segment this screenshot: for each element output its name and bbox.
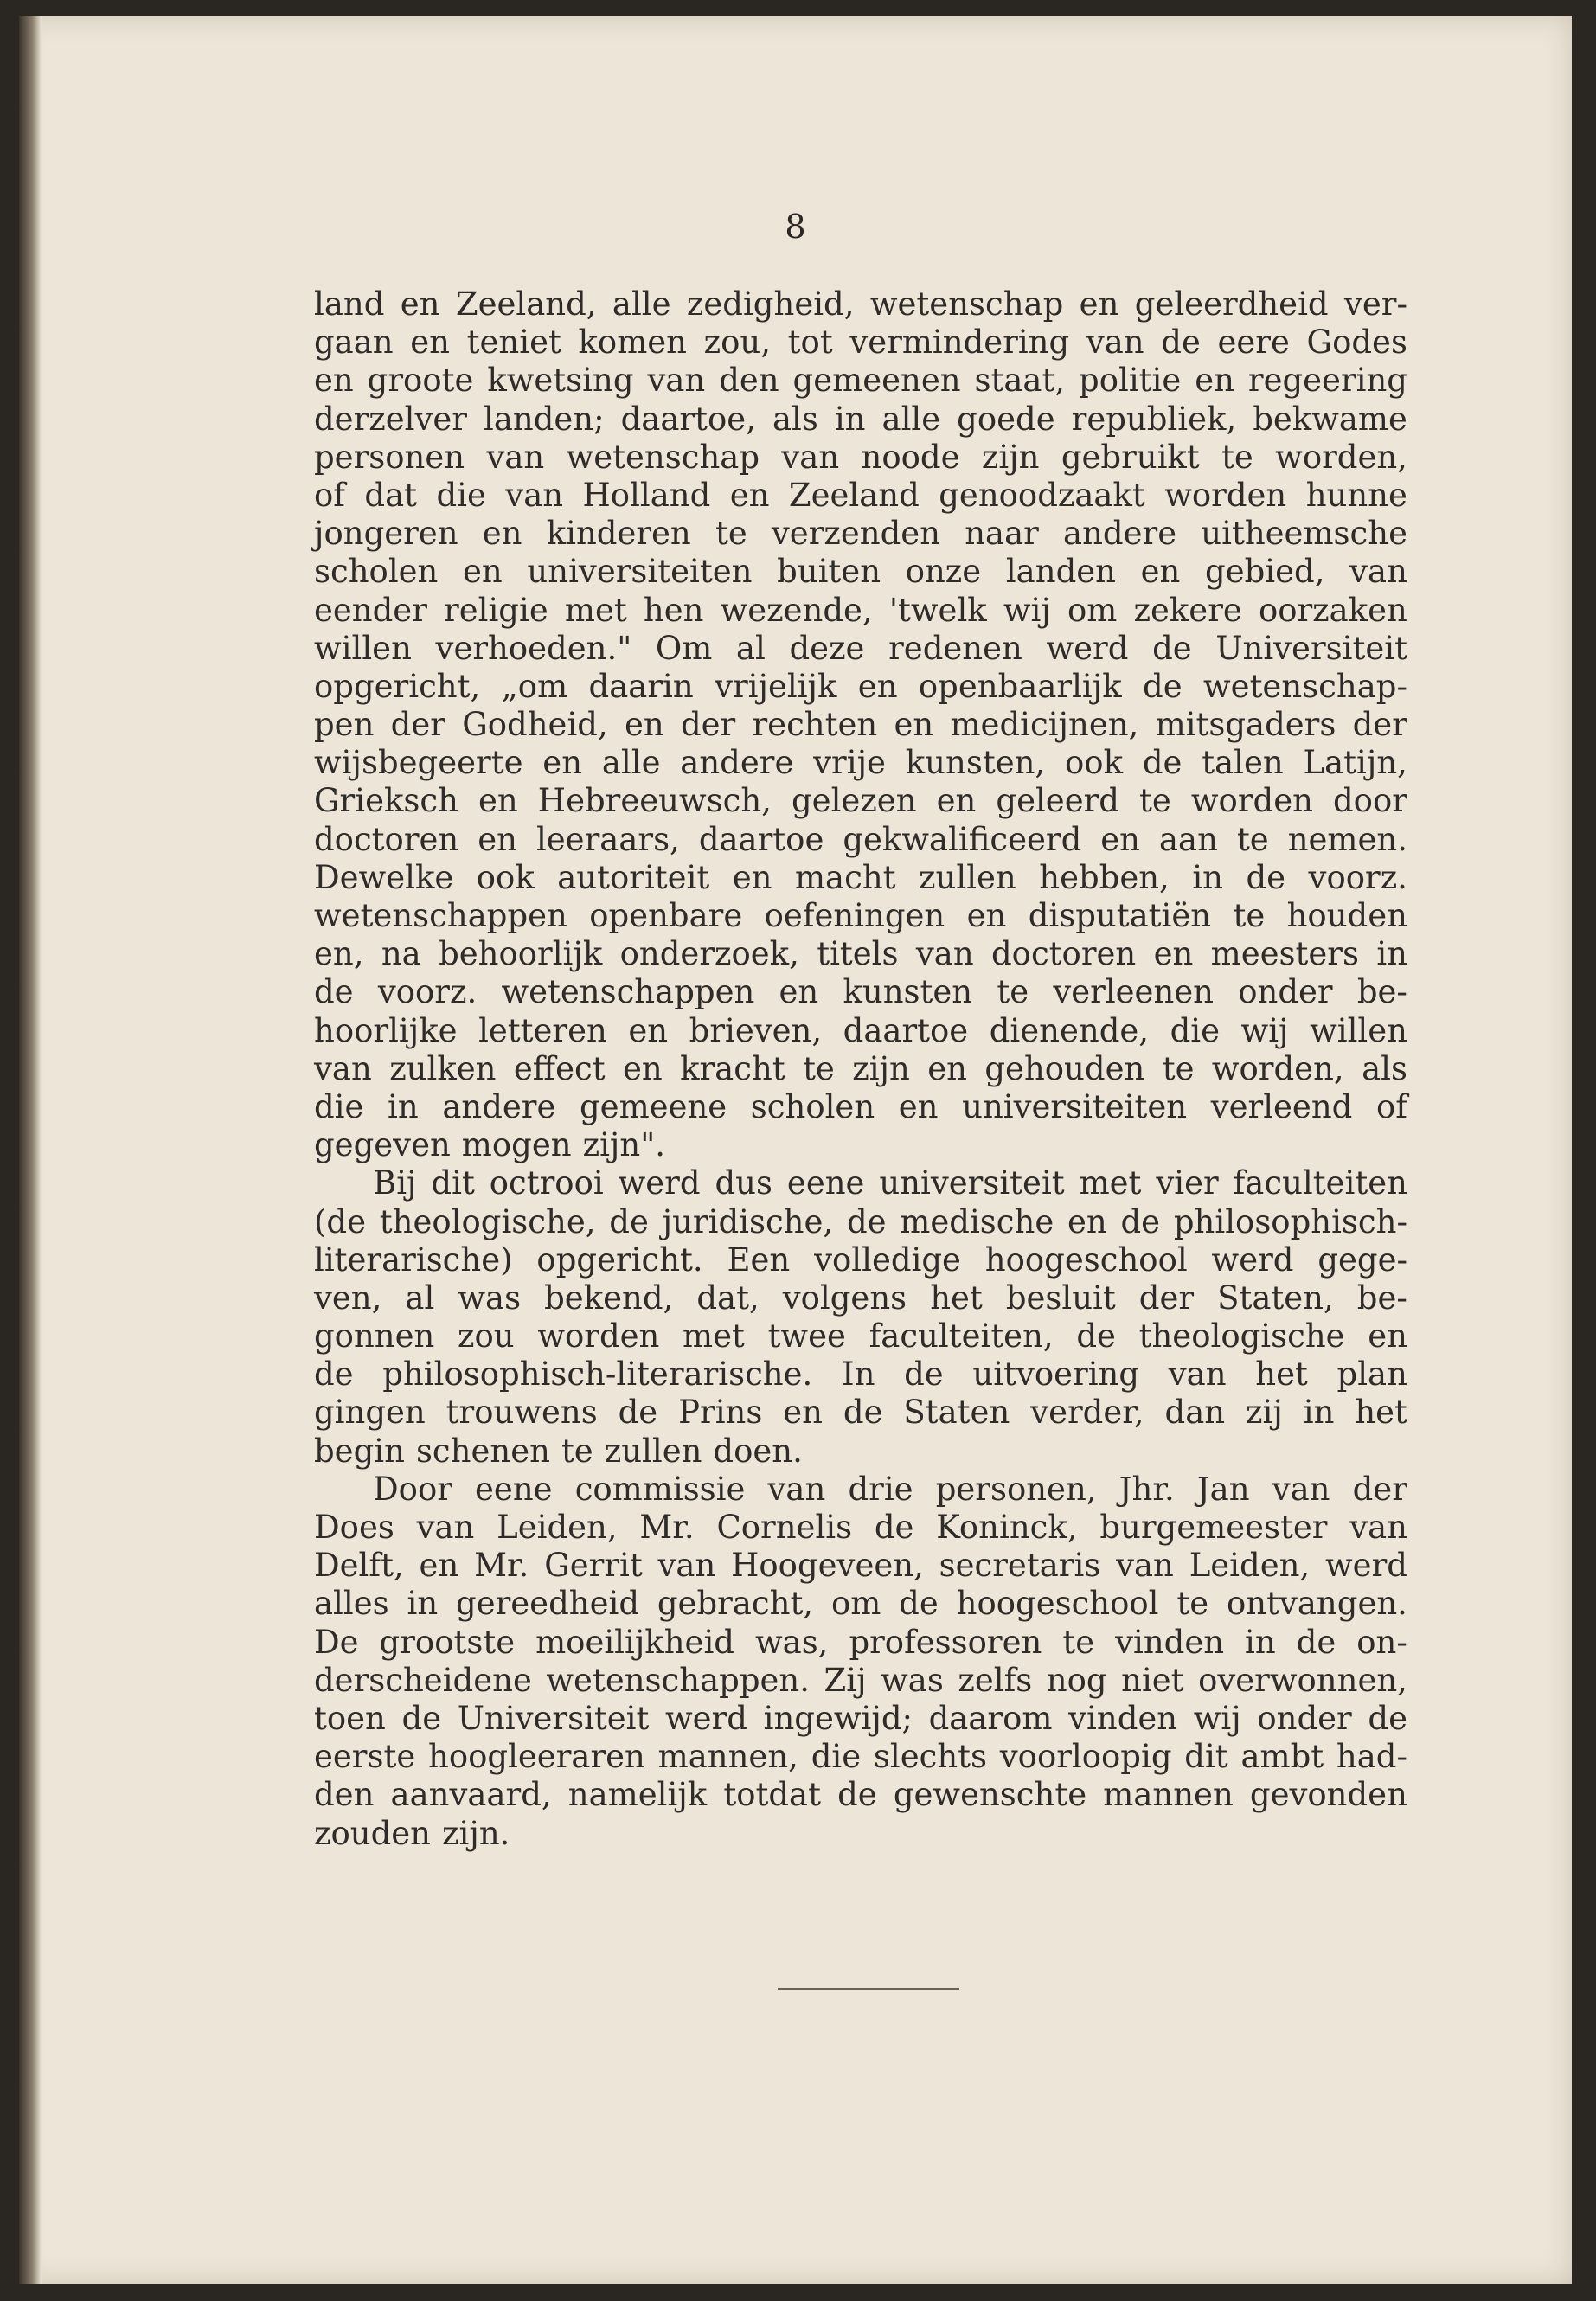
text-line: den aanvaard, namelijk totdat de gewenschte mannen gevonden [314, 1776, 1407, 1814]
page-spine-shadow [19, 16, 42, 2284]
text-line: gegeven mogen zijn". [314, 1126, 665, 1164]
text-line: personen van wetenschap van noode zijn gebruikt te worden, [314, 438, 1407, 476]
text-line: Does van Leiden, Mr. Cornelis de Koninck, burgemeester van [314, 1509, 1407, 1546]
text-line: en groote kwetsing van den gemeenen staat, politie en regeering [314, 362, 1407, 400]
text-line: pen der Godheid, en der rechten en medicijnen, mitsgaders der [314, 706, 1407, 744]
text-line: eerste hoogleeraren mannen, die slechts voorloopig dit ambt had- [314, 1738, 1407, 1776]
text-line: Delft, en Mr. Gerrit van Hoogeveen, secretaris van Leiden, werd [314, 1547, 1407, 1585]
text-line: derscheidene wetenschappen. Zij was zelfs nog niet overwonnen, [314, 1661, 1407, 1699]
body-text [314, 285, 1407, 1853]
text-line: opgericht, „om daarin vrijelijk en openbaarlijk de wetenschap- [314, 667, 1407, 705]
end-rule [778, 1988, 959, 1990]
text-line: eender religie met hen wezende, 'twelk wij om zekere oorzaken [314, 591, 1407, 629]
text-line: en, na behoorlijk onderzoek, titels van doctoren en meesters in [314, 935, 1407, 973]
text-line: de philosophisch-literarische. In de uitvoering van het plan [314, 1356, 1407, 1394]
text-line: scholen en universiteiten buiten onze landen en gebied, van [314, 553, 1407, 591]
text-line: Grieksch en Hebreeuwsch, gelezen en geleerd te worden door [314, 782, 1407, 820]
text-line: van zulken effect en kracht te zijn en gehouden te worden, als [314, 1049, 1407, 1087]
text-line: zouden zijn. [314, 1814, 510, 1852]
book-page [19, 16, 1572, 2284]
text-line: De grootste moeilijkheid was, professoren te vinden in de on- [314, 1623, 1407, 1661]
text-line: literarische) opgericht. Een volledige hoogeschool werd gege- [314, 1240, 1407, 1279]
text-line: land en Zeeland, alle zedigheid, wetenschap en geleerdheid ver- [314, 285, 1407, 323]
text-line: derzelver landen; daartoe, als in alle goede republiek, bekwame [314, 400, 1407, 438]
text-line: wijsbegeerte en alle andere vrije kunsten, ook de talen Latijn, [314, 744, 1407, 782]
text-line: begin schenen te zullen doen. [314, 1432, 803, 1470]
text-line: ven, al was bekend, dat, volgens het besluit der Staten, be- [314, 1279, 1407, 1317]
text-line: jongeren en kinderen te verzenden naar andere uitheemsche [314, 515, 1407, 553]
text-line: hoorlijke letteren en brieven, daartoe dienende, die wij willen [314, 1011, 1407, 1049]
text-line: willen verhoeden." Om al deze redenen werd de Universiteit [314, 629, 1407, 667]
text-line: (de theologische, de juridische, de medische en de philosophisch- [314, 1202, 1407, 1240]
text-line: gingen trouwens de Prins en de Staten verder, dan zij in het [314, 1394, 1407, 1432]
text-line: die in andere gemeene scholen en universiteiten verleend of [314, 1087, 1407, 1125]
text-line: toen de Universiteit werd ingewijd; daarom vinden wij onder de [314, 1699, 1407, 1737]
text-line: of dat die van Holland en Zeeland genoodzaakt worden hunne [314, 476, 1407, 514]
text-line: Bij dit octrooi werd dus eene universiteit met vier faculteiten [373, 1164, 1407, 1202]
text-line: gonnen zou worden met twee faculteiten, de theologische en [314, 1317, 1407, 1356]
text-line: alles in gereedheid gebracht, om de hoogeschool te ontvangen. [314, 1585, 1407, 1623]
text-line: doctoren en leeraars, daartoe gekwalificeerd en aan te nemen. [314, 820, 1407, 858]
text-line: wetenschappen openbare oefeningen en disputatiën te houden [314, 897, 1407, 934]
text-line: Door eene commissie van drie personen, Jhr. Jan van der [373, 1470, 1407, 1508]
page-number: 8 [785, 208, 806, 246]
text-line: de voorz. wetenschappen en kunsten te verleenen onder be- [314, 973, 1407, 1011]
text-line: Dewelke ook autoriteit en macht zullen hebben, in de voorz. [314, 858, 1407, 896]
text-line: gaan en teniet komen zou, tot vermindering van de eere Godes [314, 324, 1407, 362]
